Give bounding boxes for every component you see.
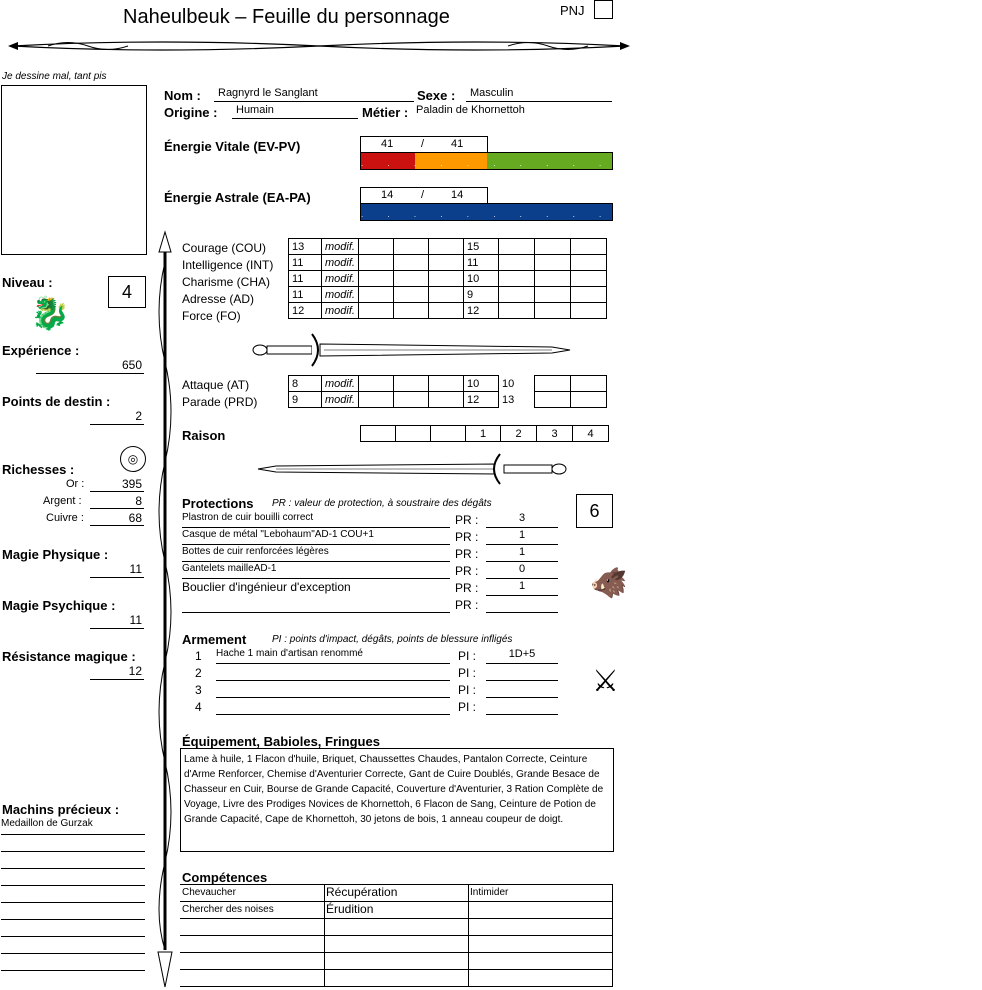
pi-label: PI : xyxy=(458,649,477,663)
origine-field[interactable]: Humain xyxy=(232,104,358,119)
equipement-text[interactable]: Lame à huile, 1 Flacon d'huile, Briquet, Chaussettes Chaudes, Pantalon Correcte, Ceinture d'Arme Renforcer, Chemise d'Aventurier Correcte, Gant de Cuire Doublés, Grande Besace de Chasseur en Cuir, Bourse de Grande Capacité, Couverture d'Aventurier, 3 Ration Complète de Voyage, Livre des Prodiges Novices de Khornettoh, 6 Flacon de Sang, Ceinture de Potion de Grande Capacité, Cape de Khornettoh, 30 jetons de bois, 1 anneau coupeur de doigt. xyxy=(180,748,614,852)
protections-note: PR : valeur de protection, à soustraire des dégâts xyxy=(272,498,492,509)
machin-item[interactable] xyxy=(1,852,145,869)
weapon-name[interactable] xyxy=(216,665,450,681)
experience-value[interactable]: 650 xyxy=(36,358,144,374)
combat-extra[interactable]: 10 xyxy=(498,376,534,392)
stat-modif-label: modif. xyxy=(322,255,359,271)
machin-item[interactable] xyxy=(1,869,145,886)
raison-table xyxy=(360,425,609,442)
origine-label: Origine : xyxy=(164,105,218,120)
pi-label: PI : xyxy=(458,683,477,697)
stat-cell[interactable] xyxy=(393,255,428,271)
protection-pr[interactable] xyxy=(486,597,558,613)
weapon-name[interactable]: Hache 1 main d'artisan renommé xyxy=(216,648,450,664)
ea-label: Énergie Astrale (EA-PA) xyxy=(164,190,311,205)
weapon-pi[interactable] xyxy=(486,665,558,681)
magie-phys-label: Magie Physique : xyxy=(2,547,109,562)
ev-bar: . . . . . . . . . . . . . . . . . . . . . . . . xyxy=(360,152,613,170)
ev-value-box[interactable] xyxy=(360,136,488,153)
combat-total[interactable]: 12 xyxy=(463,392,498,408)
stat-cell[interactable] xyxy=(534,303,570,319)
sexe-label: Sexe : xyxy=(417,88,456,103)
protection-name[interactable] xyxy=(182,597,450,613)
sword-icon xyxy=(256,452,568,486)
stat-total[interactable]: 10 xyxy=(463,271,498,287)
metier-field[interactable]: Paladin de Khornettoh xyxy=(416,104,525,116)
pr-label: PR : xyxy=(455,530,479,544)
combat-cell[interactable] xyxy=(358,376,393,392)
machin-item[interactable]: Medaillon de Gurzak xyxy=(1,818,145,835)
cuivre-label: Cuivre : xyxy=(46,512,84,524)
pnj-label: PNJ xyxy=(560,3,585,18)
ea-max: 14 xyxy=(451,189,464,201)
raison-cell[interactable] xyxy=(396,426,431,442)
ev-sep: / xyxy=(421,138,425,150)
ea-sep: / xyxy=(421,189,425,201)
stat-cell[interactable] xyxy=(534,271,570,287)
stat-modif-label: modif. xyxy=(322,239,359,255)
combat-name: Attaque (AT) xyxy=(182,378,250,392)
combat-extra[interactable]: 13 xyxy=(498,392,534,408)
weapon-num: 4 xyxy=(195,700,202,714)
stat-base[interactable]: 11 xyxy=(289,271,322,287)
weapon-pi[interactable] xyxy=(486,699,558,715)
stat-cell[interactable] xyxy=(534,287,570,303)
pr-label: PR : xyxy=(455,547,479,561)
magie-psy-value[interactable]: 11 xyxy=(90,613,144,629)
machin-item[interactable] xyxy=(1,886,145,903)
machin-item[interactable] xyxy=(1,920,145,937)
combat-total[interactable]: 10 xyxy=(463,376,498,392)
stat-cell[interactable] xyxy=(570,303,606,319)
armement-note: PI : points d'impact, dégâts, points de blessure infligés xyxy=(272,634,513,645)
protection-name[interactable]: Plastron de cuir bouilli correct xyxy=(182,512,450,528)
stat-cell[interactable] xyxy=(358,287,393,303)
competence-item[interactable]: Récupération xyxy=(326,885,398,899)
ea-current: 14 xyxy=(381,189,394,201)
weapon-row xyxy=(182,682,562,699)
stat-modif-label: modif. xyxy=(322,271,359,287)
stat-base[interactable]: 12 xyxy=(289,303,322,319)
pr-label: PR : xyxy=(455,598,479,612)
pr-label: PR : xyxy=(455,564,479,578)
pi-label: PI : xyxy=(458,666,477,680)
competence-item[interactable]: Érudition xyxy=(326,902,374,916)
stat-name: Charisme (CHA) xyxy=(182,275,271,289)
crossed-weapons-icon: ⚔ xyxy=(592,665,619,698)
stat-total[interactable]: 12 xyxy=(463,303,498,319)
ea-value-box[interactable] xyxy=(360,187,488,204)
combat-cell[interactable] xyxy=(393,392,428,408)
machin-item[interactable] xyxy=(1,937,145,954)
protection-name[interactable]: Bouclier d'ingénieur d'exception xyxy=(182,580,351,594)
combat-cell[interactable] xyxy=(358,392,393,408)
stat-cell[interactable] xyxy=(393,239,428,255)
nom-label: Nom : xyxy=(164,88,201,103)
stats-names xyxy=(182,240,273,325)
protection-name[interactable]: Gantelets mailleAD-1 xyxy=(182,563,450,579)
cuivre-value[interactable]: 68 xyxy=(90,511,144,526)
combat-cell[interactable] xyxy=(428,376,463,392)
stat-cell[interactable] xyxy=(358,239,393,255)
stat-cell[interactable] xyxy=(393,303,428,319)
ev-label: Énergie Vitale (EV-PV) xyxy=(164,139,301,154)
armement-list xyxy=(182,648,562,716)
dragon-icon: 🐉 xyxy=(30,295,70,331)
stat-total[interactable]: 11 xyxy=(463,255,498,271)
creature-icon: 🐗 xyxy=(590,567,628,600)
combat-cell[interactable] xyxy=(570,392,606,408)
coin-icon: ◎ xyxy=(120,446,146,472)
stat-name: Adresse (AD) xyxy=(182,292,255,306)
competence-item[interactable]: Chercher des noises xyxy=(182,904,274,915)
weapon-name[interactable] xyxy=(216,699,450,715)
stat-cell[interactable] xyxy=(358,255,393,271)
resist-label: Résistance magique : xyxy=(2,649,136,664)
protections-label: Protections xyxy=(182,496,254,511)
raison-cell-4[interactable]: 4 xyxy=(573,426,609,442)
ea-bar: . . . . . . . . . . . . . . . . . . . . . . . . xyxy=(360,203,613,221)
pnj-checkbox[interactable] xyxy=(594,0,613,19)
stat-cell[interactable] xyxy=(570,255,606,271)
protections-total[interactable]: 6 xyxy=(576,494,613,528)
ev-current: 41 xyxy=(381,138,394,150)
stat-cell[interactable] xyxy=(428,303,463,319)
protection-name[interactable]: Bottes de cuir renforcées légères xyxy=(182,546,450,562)
combat-modif-label: modif. xyxy=(322,376,359,392)
stat-base[interactable]: 11 xyxy=(289,287,322,303)
combat-cell[interactable] xyxy=(393,376,428,392)
or-value[interactable]: 395 xyxy=(90,477,144,492)
stat-name: Force (FO) xyxy=(182,309,241,323)
weapon-num: 2 xyxy=(195,666,202,680)
protection-name[interactable]: Casque de métal "Lebohaum"AD-1 COU+1 xyxy=(182,529,450,545)
machins-list xyxy=(1,818,145,971)
equipement-label: Équipement, Babioles, Fringues xyxy=(182,734,380,749)
raison-cell[interactable] xyxy=(431,426,466,442)
niveau-label: Niveau : xyxy=(2,275,53,290)
stat-cell[interactable] xyxy=(498,287,534,303)
niveau-value[interactable]: 4 xyxy=(108,276,146,308)
ev-max: 41 xyxy=(451,138,464,150)
spear-ornament xyxy=(150,232,180,987)
combat-cell[interactable] xyxy=(534,376,570,392)
stat-name: Intelligence (INT) xyxy=(182,258,274,272)
pr-label: PR : xyxy=(455,513,479,527)
protection-row xyxy=(182,563,562,580)
competences-grid xyxy=(180,884,613,987)
pr-label: PR : xyxy=(455,581,479,595)
combat-modif-label: modif. xyxy=(322,392,359,408)
combat-base[interactable]: 9 xyxy=(289,392,322,408)
stat-cell[interactable] xyxy=(428,287,463,303)
protection-row xyxy=(182,512,562,529)
machin-item[interactable] xyxy=(1,903,145,920)
resist-value[interactable]: 12 xyxy=(90,664,144,680)
portrait-box xyxy=(1,85,147,255)
stat-cell[interactable] xyxy=(498,303,534,319)
weapon-pi[interactable] xyxy=(486,682,558,698)
protection-row xyxy=(182,580,562,597)
stats-table xyxy=(288,238,607,319)
experience-label: Expérience : xyxy=(2,343,80,358)
stat-cell[interactable] xyxy=(498,239,534,255)
protection-pr[interactable]: 3 xyxy=(486,512,558,528)
protection-pr[interactable]: 0 xyxy=(486,563,558,579)
sword-icon xyxy=(252,330,572,370)
weapon-num: 1 xyxy=(195,649,202,663)
stat-cell[interactable] xyxy=(534,255,570,271)
stat-cell[interactable] xyxy=(358,303,393,319)
protection-row xyxy=(182,597,562,614)
sexe-field[interactable]: Masculin xyxy=(466,87,612,102)
machin-item[interactable] xyxy=(1,954,145,971)
raison-cell[interactable] xyxy=(361,426,396,442)
stat-cell[interactable] xyxy=(498,271,534,287)
machins-label: Machins précieux : xyxy=(2,802,120,817)
stat-cell[interactable] xyxy=(393,287,428,303)
combat-table xyxy=(288,375,607,408)
weapon-row xyxy=(182,665,562,682)
stat-cell[interactable] xyxy=(498,255,534,271)
nom-field[interactable]: Ragnyrd le Sanglant xyxy=(214,87,414,102)
pi-label: PI : xyxy=(458,700,477,714)
stat-cell[interactable] xyxy=(534,239,570,255)
combat-cell[interactable] xyxy=(534,392,570,408)
machin-item[interactable] xyxy=(1,835,145,852)
or-label: Or : xyxy=(66,478,85,490)
stat-cell[interactable] xyxy=(393,271,428,287)
protection-pr[interactable]: 1 xyxy=(486,529,558,545)
combat-base[interactable]: 8 xyxy=(289,376,322,392)
weapon-num: 3 xyxy=(195,683,202,697)
stat-cell[interactable] xyxy=(428,239,463,255)
competence-item[interactable]: Intimider xyxy=(470,887,509,898)
argent-label: Argent : xyxy=(43,495,82,507)
protection-row xyxy=(182,546,562,563)
weapon-row xyxy=(182,648,562,665)
stat-cell[interactable] xyxy=(570,287,606,303)
stat-modif-label: modif. xyxy=(322,303,359,319)
competences-label: Compétences xyxy=(182,870,268,885)
armement-label: Armement xyxy=(182,632,247,647)
stat-base[interactable]: 13 xyxy=(289,239,322,255)
destin-label: Points de destin : xyxy=(2,394,111,409)
stat-modif-label: modif. xyxy=(322,287,359,303)
raison-cell-1[interactable]: 1 xyxy=(466,426,501,442)
magie-phys-value[interactable]: 11 xyxy=(90,562,144,578)
stat-cell[interactable] xyxy=(358,271,393,287)
stat-total[interactable]: 9 xyxy=(463,287,498,303)
weapon-name[interactable] xyxy=(216,682,450,698)
stat-cell[interactable] xyxy=(428,271,463,287)
protection-row xyxy=(182,529,562,546)
combat-names xyxy=(182,377,257,411)
stat-name: Courage (COU) xyxy=(182,241,267,255)
destin-value[interactable]: 2 xyxy=(90,409,144,425)
richesses-label: Richesses : xyxy=(2,462,75,477)
ornament-divider xyxy=(8,34,630,58)
raison-cell-2[interactable]: 2 xyxy=(501,426,537,442)
stat-cell[interactable] xyxy=(570,271,606,287)
argent-value[interactable]: 8 xyxy=(90,494,144,509)
competence-item[interactable]: Chevaucher xyxy=(182,887,236,898)
weapon-row xyxy=(182,699,562,716)
raison-cell-3[interactable]: 3 xyxy=(537,426,573,442)
portrait-caption: Je dessine mal, tant pis xyxy=(2,71,107,82)
combat-name: Parade (PRD) xyxy=(182,395,258,409)
stat-base[interactable]: 11 xyxy=(289,255,322,271)
raison-label: Raison xyxy=(182,428,226,443)
weapon-pi[interactable]: 1D+5 xyxy=(486,648,558,664)
page-title: Naheulbeuk – Feuille du personnage xyxy=(123,6,450,28)
stat-cell[interactable] xyxy=(428,255,463,271)
stat-cell[interactable] xyxy=(570,239,606,255)
metier-label: Métier : xyxy=(362,105,409,120)
magie-psy-label: Magie Psychique : xyxy=(2,598,116,613)
protection-pr[interactable]: 1 xyxy=(486,546,558,562)
combat-cell[interactable] xyxy=(428,392,463,408)
combat-cell[interactable] xyxy=(570,376,606,392)
stat-total[interactable]: 15 xyxy=(463,239,498,255)
protection-pr[interactable]: 1 xyxy=(486,580,558,596)
protections-list xyxy=(182,512,562,614)
